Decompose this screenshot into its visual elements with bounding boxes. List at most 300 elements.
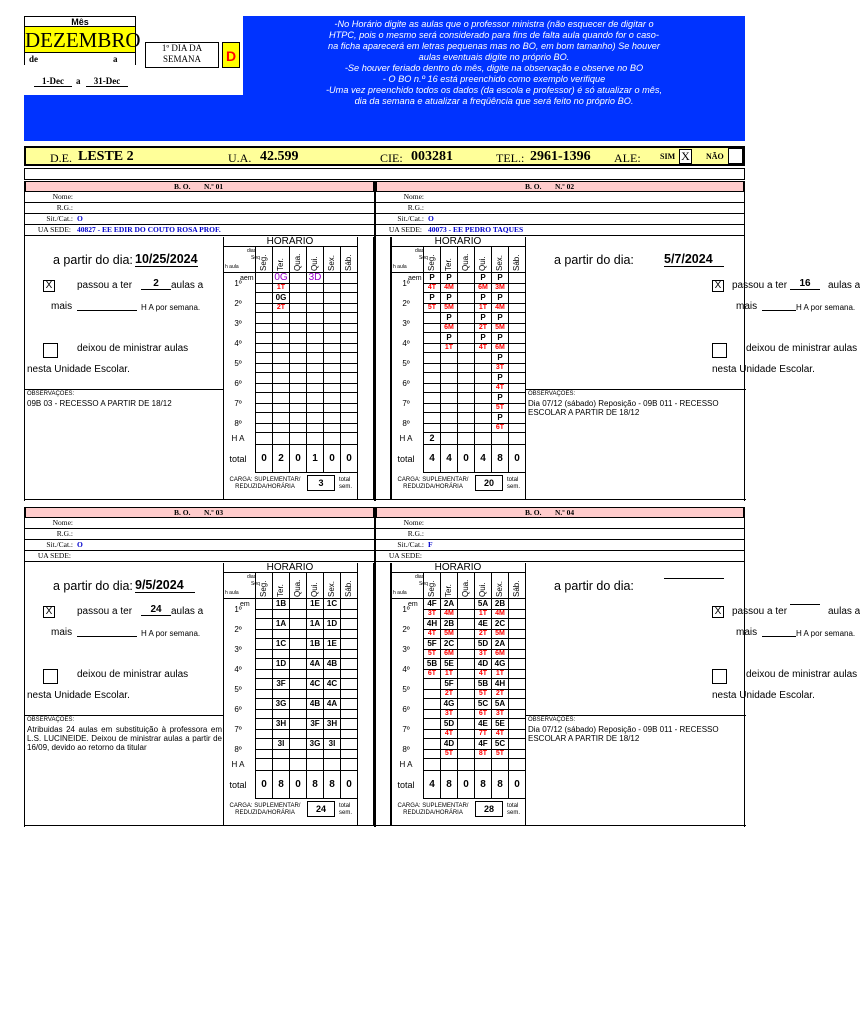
schedule-cell[interactable] (272, 659, 289, 679)
schedule-cell[interactable] (457, 739, 474, 759)
schedule-cell[interactable] (289, 333, 306, 353)
passou-checkbox[interactable]: X (43, 280, 55, 292)
cell-class: P (429, 273, 435, 282)
schedule-cell[interactable] (423, 679, 440, 699)
sim-checkbox[interactable]: X (679, 149, 692, 164)
schedule-cell[interactable] (255, 599, 272, 619)
passou-label: passou a ter (732, 280, 788, 291)
schedule-cell[interactable] (457, 639, 474, 659)
schedule-cell[interactable] (340, 373, 357, 393)
schedule-cell[interactable] (508, 739, 525, 759)
schedule-cell[interactable] (440, 619, 457, 639)
schedule-cell[interactable] (440, 293, 457, 313)
obs-text[interactable]: Dia 07/12 (sábado) Reposição - 09B 011 - RECESSO ESCOLAR A PARTIR DE 18/12 (528, 725, 719, 743)
nome-label: Nome: (403, 518, 424, 527)
ha-cell[interactable] (272, 759, 289, 771)
cell-turn (256, 689, 272, 698)
deixou-label: deixou de ministrar aulas (77, 669, 189, 680)
schedule-cell[interactable] (423, 739, 440, 759)
sit-value[interactable]: F (428, 540, 433, 549)
schedule-cell[interactable] (255, 313, 272, 333)
deixou-label: deixou de ministrar aulas (746, 343, 858, 354)
schedule-cell[interactable] (272, 599, 289, 619)
schedule-cell[interactable] (491, 719, 508, 739)
nome-row (25, 518, 374, 529)
schedule-cell[interactable] (474, 293, 491, 313)
schedule-cell[interactable] (306, 313, 323, 333)
de-value[interactable]: LESTE 2 (78, 149, 134, 164)
ha-cell[interactable] (340, 433, 357, 445)
total-cell: 4 (423, 771, 440, 799)
passou-checkbox[interactable]: X (712, 606, 724, 618)
schedule-cell[interactable] (457, 719, 474, 739)
schedule-cell[interactable] (474, 679, 491, 699)
schedule-cell[interactable] (457, 619, 474, 639)
schedule-cell[interactable] (255, 719, 272, 739)
nao-checkbox[interactable] (728, 148, 743, 164)
schedule-cell[interactable] (272, 353, 289, 373)
instruction-line: -No Horário digite as aulas que o professor ministra (não esquecer de digitar o (334, 19, 654, 29)
ua-value[interactable]: 42.599 (260, 149, 299, 164)
mais-count[interactable] (762, 625, 796, 637)
schedule-cell[interactable] (323, 599, 340, 619)
schedule-cell[interactable] (440, 739, 457, 759)
ha-cell[interactable] (289, 759, 306, 771)
apartir-date[interactable]: 9/5/2024 (135, 578, 195, 593)
carga-value[interactable]: 20 (475, 475, 503, 491)
schedule-cell[interactable] (340, 599, 357, 619)
schedule-cell[interactable] (255, 639, 272, 659)
schedule-cell[interactable] (423, 333, 440, 353)
schedule-cell[interactable] (306, 739, 323, 759)
schedule-cell[interactable] (491, 679, 508, 699)
schedule-cell[interactable] (255, 413, 272, 433)
schedule-cell[interactable] (457, 293, 474, 313)
schedule-cell[interactable] (508, 293, 525, 313)
schedule-cell[interactable] (491, 599, 508, 619)
cell-turn: 4M (441, 283, 457, 292)
schedule-cell[interactable] (440, 639, 457, 659)
cell-turn (307, 729, 323, 738)
schedule-cell[interactable] (340, 639, 357, 659)
carga-value[interactable]: 3 (307, 475, 335, 491)
schedule-cell[interactable] (491, 659, 508, 679)
schedule-cell[interactable] (340, 313, 357, 333)
cell-turn: 5M (492, 323, 508, 332)
schedule-cell[interactable] (289, 313, 306, 333)
ua-sede-value[interactable]: 40827 - EE EDIR DO COUTO ROSA PROF. (77, 225, 221, 234)
schedule-cell[interactable] (423, 293, 440, 313)
schedule-cell[interactable] (491, 699, 508, 719)
cell-turn (256, 283, 272, 292)
schedule-cell[interactable] (474, 413, 491, 433)
schedule-cell[interactable] (306, 293, 323, 313)
schedule-cell[interactable] (272, 739, 289, 759)
day-2: Qua. (461, 253, 470, 271)
schedule-cell[interactable] (289, 619, 306, 639)
schedule-cell[interactable] (474, 393, 491, 413)
ha-cell[interactable] (508, 759, 525, 771)
schedule-cell[interactable] (306, 619, 323, 639)
ha-cell[interactable] (255, 433, 272, 445)
schedule-cell[interactable] (289, 659, 306, 679)
schedule-cell[interactable] (272, 373, 289, 393)
schedule-cell[interactable] (272, 639, 289, 659)
schedule-cell[interactable] (272, 413, 289, 433)
schedule-cell[interactable] (289, 393, 306, 413)
schedule-cell[interactable] (255, 679, 272, 699)
schedule-cell[interactable] (323, 373, 340, 393)
cell-class: 4G (443, 699, 455, 708)
schedule-cell[interactable] (440, 719, 457, 739)
schedule-cell[interactable] (306, 679, 323, 699)
schedule-cell[interactable] (306, 699, 323, 719)
schedule-cell[interactable] (440, 699, 457, 719)
schedule-cell[interactable] (323, 719, 340, 739)
cell-turn: 6M (441, 649, 457, 658)
schedule-cell[interactable] (272, 679, 289, 699)
schedule-cell[interactable] (508, 393, 525, 413)
ha-cell[interactable] (306, 433, 323, 445)
schedule-cell[interactable] (272, 699, 289, 719)
schedule-cell[interactable] (491, 333, 508, 353)
schedule-cell[interactable] (508, 699, 525, 719)
schedule-cell[interactable] (255, 293, 272, 313)
bo-number: N.º 03 (204, 508, 224, 517)
schedule-cell[interactable] (491, 619, 508, 639)
schedule-cell[interactable] (306, 333, 323, 353)
sit-value[interactable]: O (428, 214, 434, 223)
schedule-cell[interactable] (508, 639, 525, 659)
day-3: Qui. (478, 582, 487, 597)
schedule-cell[interactable] (340, 413, 357, 433)
ha-cell[interactable] (340, 759, 357, 771)
schedule-cell[interactable] (289, 413, 306, 433)
schedule-cell[interactable] (491, 639, 508, 659)
cell-turn (424, 749, 440, 758)
schedule-cell[interactable] (340, 659, 357, 679)
schedule-cell[interactable] (272, 619, 289, 639)
schedule-cell[interactable] (508, 413, 525, 433)
schedule-cell[interactable] (423, 393, 440, 413)
cell-turn (509, 629, 525, 638)
ha-cell[interactable] (272, 433, 289, 445)
schedule-cell[interactable] (457, 699, 474, 719)
cell-class: 1C (326, 599, 338, 608)
schedule-cell[interactable] (508, 679, 525, 699)
schedule-cell[interactable] (474, 639, 491, 659)
cie-value[interactable]: 003281 (411, 149, 453, 164)
schedule-cell[interactable] (474, 599, 491, 619)
apartir-date[interactable]: 5/7/2024 (664, 252, 724, 267)
schedule-cell[interactable] (289, 599, 306, 619)
schedule-cell[interactable] (306, 639, 323, 659)
ha-cell[interactable] (508, 433, 525, 445)
cell-turn (256, 709, 272, 718)
ha-cell[interactable] (491, 433, 508, 445)
schedule-cell[interactable] (306, 393, 323, 413)
schedule-cell[interactable] (508, 273, 525, 293)
schedule-cell[interactable] (474, 719, 491, 739)
schedule-cell[interactable] (440, 313, 457, 333)
schedule-cell[interactable] (255, 619, 272, 639)
schedule-cell[interactable] (508, 333, 525, 353)
dia-semana-value[interactable]: D (222, 42, 240, 68)
schedule-cell[interactable] (323, 739, 340, 759)
schedule-cell[interactable] (340, 679, 357, 699)
apartir-date[interactable]: 10/25/2024 (135, 252, 198, 266)
schedule-cell[interactable] (457, 373, 474, 393)
tel-value[interactable]: 2961-1396 (530, 149, 591, 164)
schedule-cell[interactable] (491, 413, 508, 433)
ha-cell[interactable] (255, 759, 272, 771)
schedule-cell[interactable] (508, 659, 525, 679)
schedule-cell[interactable] (272, 273, 289, 293)
schedule-cell[interactable] (491, 739, 508, 759)
schedule-cell[interactable] (340, 619, 357, 639)
schedule-cell[interactable] (423, 619, 440, 639)
schedule-cell[interactable] (306, 719, 323, 739)
passou-count[interactable] (790, 604, 820, 605)
col-divider (491, 247, 492, 273)
de-label: de (29, 54, 38, 64)
passou-count[interactable]: 24 (141, 604, 171, 616)
passou-checkbox[interactable]: X (43, 606, 55, 618)
schedule-cell[interactable] (323, 353, 340, 373)
schedule-cell[interactable] (423, 599, 440, 619)
mes-value[interactable]: DEZEMBRO (25, 28, 141, 52)
schedule-cell[interactable] (323, 313, 340, 333)
total-cell: 0 (289, 771, 306, 799)
schedule-cell[interactable] (289, 353, 306, 373)
schedule-cell[interactable] (272, 719, 289, 739)
schedule-cell[interactable] (306, 273, 323, 293)
schedule-cell[interactable] (423, 413, 440, 433)
deixou-checkbox[interactable] (43, 343, 58, 358)
schedule-cell[interactable] (474, 353, 491, 373)
schedule-cell[interactable] (323, 699, 340, 719)
schedule-cell[interactable] (323, 333, 340, 353)
schedule-cell[interactable] (508, 313, 525, 333)
schedule-cell[interactable] (323, 413, 340, 433)
schedule-cell[interactable] (272, 333, 289, 353)
ha-cell[interactable] (440, 759, 457, 771)
deixou-checkbox[interactable] (712, 343, 727, 358)
schedule-cell[interactable] (289, 293, 306, 313)
cell-class: 3H (326, 719, 338, 728)
schedule-cell[interactable] (255, 353, 272, 373)
schedule-cell[interactable] (272, 293, 289, 313)
obs-text[interactable]: Atribuidas 24 aulas em substituição à professora em L.S. LUCINEIDE. Deixou de ministrar aulas a partir de 16/09, devido ao retorno da titular (27, 725, 222, 752)
schedule-cell[interactable] (508, 373, 525, 393)
schedule-cell[interactable] (474, 373, 491, 393)
cell-turn (324, 283, 340, 292)
schedule-cell[interactable] (306, 599, 323, 619)
schedule-cell[interactable] (423, 659, 440, 679)
schedule-cell[interactable] (440, 679, 457, 699)
ha-cell[interactable] (457, 433, 474, 445)
schedule-cell[interactable] (289, 699, 306, 719)
col-divider (440, 573, 441, 599)
schedule-cell[interactable] (423, 313, 440, 333)
ha-cell[interactable]: 2 (423, 433, 440, 445)
schedule-cell[interactable] (474, 619, 491, 639)
schedule-cell[interactable] (423, 639, 440, 659)
mais-count[interactable] (77, 299, 137, 311)
day-5: Sáb. (512, 254, 521, 271)
schedule-cell[interactable] (457, 333, 474, 353)
cell-turn (256, 609, 272, 618)
schedule-cell[interactable] (491, 393, 508, 413)
schedule-cell[interactable] (340, 719, 357, 739)
schedule-cell[interactable] (340, 333, 357, 353)
schedule-cell[interactable] (289, 273, 306, 293)
schedule-cell[interactable] (440, 273, 457, 293)
carga-value[interactable]: 24 (307, 801, 335, 817)
carga-value[interactable]: 28 (475, 801, 503, 817)
passou-count[interactable]: 2 (141, 278, 171, 290)
deixou-checkbox[interactable] (712, 669, 727, 684)
ha-cell[interactable] (474, 433, 491, 445)
schedule-cell[interactable] (508, 353, 525, 373)
sit-value[interactable]: O (77, 540, 83, 549)
passou-count[interactable]: 16 (790, 278, 820, 290)
schedule-cell[interactable] (255, 273, 272, 293)
schedule-cell[interactable] (457, 659, 474, 679)
schedule-cell[interactable] (474, 333, 491, 353)
schedule-cell[interactable] (491, 373, 508, 393)
schedule-cell[interactable] (440, 599, 457, 619)
cell-turn (273, 609, 289, 618)
mais-count[interactable] (77, 625, 137, 637)
deixou-checkbox[interactable] (43, 669, 58, 684)
schedule-cell[interactable] (474, 699, 491, 719)
ha-cell[interactable] (323, 433, 340, 445)
schedule-cell[interactable] (440, 373, 457, 393)
schedule-cell[interactable] (508, 619, 525, 639)
schedule-cell[interactable] (340, 273, 357, 293)
schedule-cell[interactable] (457, 679, 474, 699)
schedule-cell[interactable] (272, 393, 289, 413)
schedule-cell[interactable] (255, 699, 272, 719)
cell-turn (475, 363, 491, 372)
ha-cell[interactable] (306, 759, 323, 771)
schedule-cell[interactable] (323, 393, 340, 413)
schedule-cell[interactable] (289, 719, 306, 739)
schedule-cell[interactable] (289, 679, 306, 699)
schedule-cell[interactable] (323, 679, 340, 699)
schedule-cell[interactable] (306, 373, 323, 393)
schedule-cell[interactable] (508, 719, 525, 739)
mais-count[interactable] (762, 299, 796, 311)
ha-cell[interactable] (491, 759, 508, 771)
ha-cell[interactable] (323, 759, 340, 771)
schedule-cell[interactable] (440, 393, 457, 413)
schedule-cell[interactable] (440, 413, 457, 433)
de-row (24, 53, 136, 65)
schedule-cell[interactable] (323, 619, 340, 639)
schedule-cell[interactable] (272, 313, 289, 333)
schedule-cell[interactable] (289, 639, 306, 659)
schedule-cell[interactable] (457, 273, 474, 293)
schedule-cell[interactable] (474, 313, 491, 333)
schedule-cell[interactable] (440, 333, 457, 353)
schedule-cell[interactable] (491, 293, 508, 313)
schedule-cell[interactable] (423, 273, 440, 293)
schedule-cell[interactable] (474, 739, 491, 759)
schedule-cell[interactable] (491, 313, 508, 333)
sit-value[interactable]: O (77, 214, 83, 223)
schedule-cell[interactable] (289, 739, 306, 759)
passou-checkbox[interactable]: X (712, 280, 724, 292)
schedule-cell[interactable] (423, 353, 440, 373)
cell-turn: 6M (475, 283, 491, 292)
schedule-cell[interactable] (340, 293, 357, 313)
schedule-cell[interactable] (323, 639, 340, 659)
total-sem-label: total sem. (507, 477, 521, 490)
schedule-cell[interactable] (255, 739, 272, 759)
schedule-cell[interactable] (323, 273, 340, 293)
schedule-cell[interactable] (340, 353, 357, 373)
schedule-cell[interactable] (306, 659, 323, 679)
schedule-cell[interactable] (457, 313, 474, 333)
schedule-cell[interactable] (340, 393, 357, 413)
schedule-cell[interactable] (457, 413, 474, 433)
ha-cell[interactable] (440, 433, 457, 445)
schedule-cell[interactable] (474, 659, 491, 679)
schedule-cell[interactable] (289, 373, 306, 393)
schedule-cell[interactable] (306, 353, 323, 373)
ha-cell[interactable] (289, 433, 306, 445)
date-to[interactable]: 31-Dec (86, 76, 128, 87)
row-label-2: 2º (402, 299, 410, 308)
schedule-cell[interactable] (440, 659, 457, 679)
schedule-cell[interactable] (306, 413, 323, 433)
schedule-cell[interactable] (423, 719, 440, 739)
schedule-cell[interactable] (474, 273, 491, 293)
instruction-line: aulas eventuais digite no próprio BO. (418, 52, 570, 62)
ha-cell[interactable] (457, 759, 474, 771)
schedule-cell[interactable] (255, 393, 272, 413)
schedule-cell[interactable] (440, 353, 457, 373)
date-from[interactable]: 1-Dec (34, 76, 72, 87)
schedule-cell[interactable] (340, 739, 357, 759)
schedule-cell[interactable] (457, 353, 474, 373)
ua-sede-value[interactable]: 40073 - EE PEDRO TAQUES (428, 225, 524, 234)
schedule-cell[interactable] (255, 373, 272, 393)
schedule-cell[interactable] (457, 599, 474, 619)
schedule-cell[interactable] (491, 353, 508, 373)
schedule-cell[interactable] (340, 699, 357, 719)
schedule-cell[interactable] (323, 293, 340, 313)
date-sep: a (76, 76, 81, 86)
schedule-cell[interactable] (508, 599, 525, 619)
ha-cell[interactable] (474, 759, 491, 771)
schedule-cell[interactable] (255, 333, 272, 353)
schedule-cell[interactable] (255, 659, 272, 679)
apartir-date[interactable] (664, 578, 724, 579)
schedule-cell[interactable] (457, 393, 474, 413)
schedule-cell[interactable] (423, 699, 440, 719)
col-divider (457, 573, 458, 599)
schedule-cell[interactable] (491, 273, 508, 293)
ha-cell[interactable] (423, 759, 440, 771)
obs-text[interactable]: 09B 03 - RECESSO A PARTIR DE 18/12 (27, 399, 172, 408)
schedule-cell[interactable] (323, 659, 340, 679)
obs-text[interactable]: Dia 07/12 (sábado) Reposição - 09B 011 - RECESSO ESCOLAR A PARTIR DE 18/12 (528, 399, 719, 417)
cell-turn: 4M (492, 609, 508, 618)
schedule-cell[interactable] (423, 373, 440, 393)
